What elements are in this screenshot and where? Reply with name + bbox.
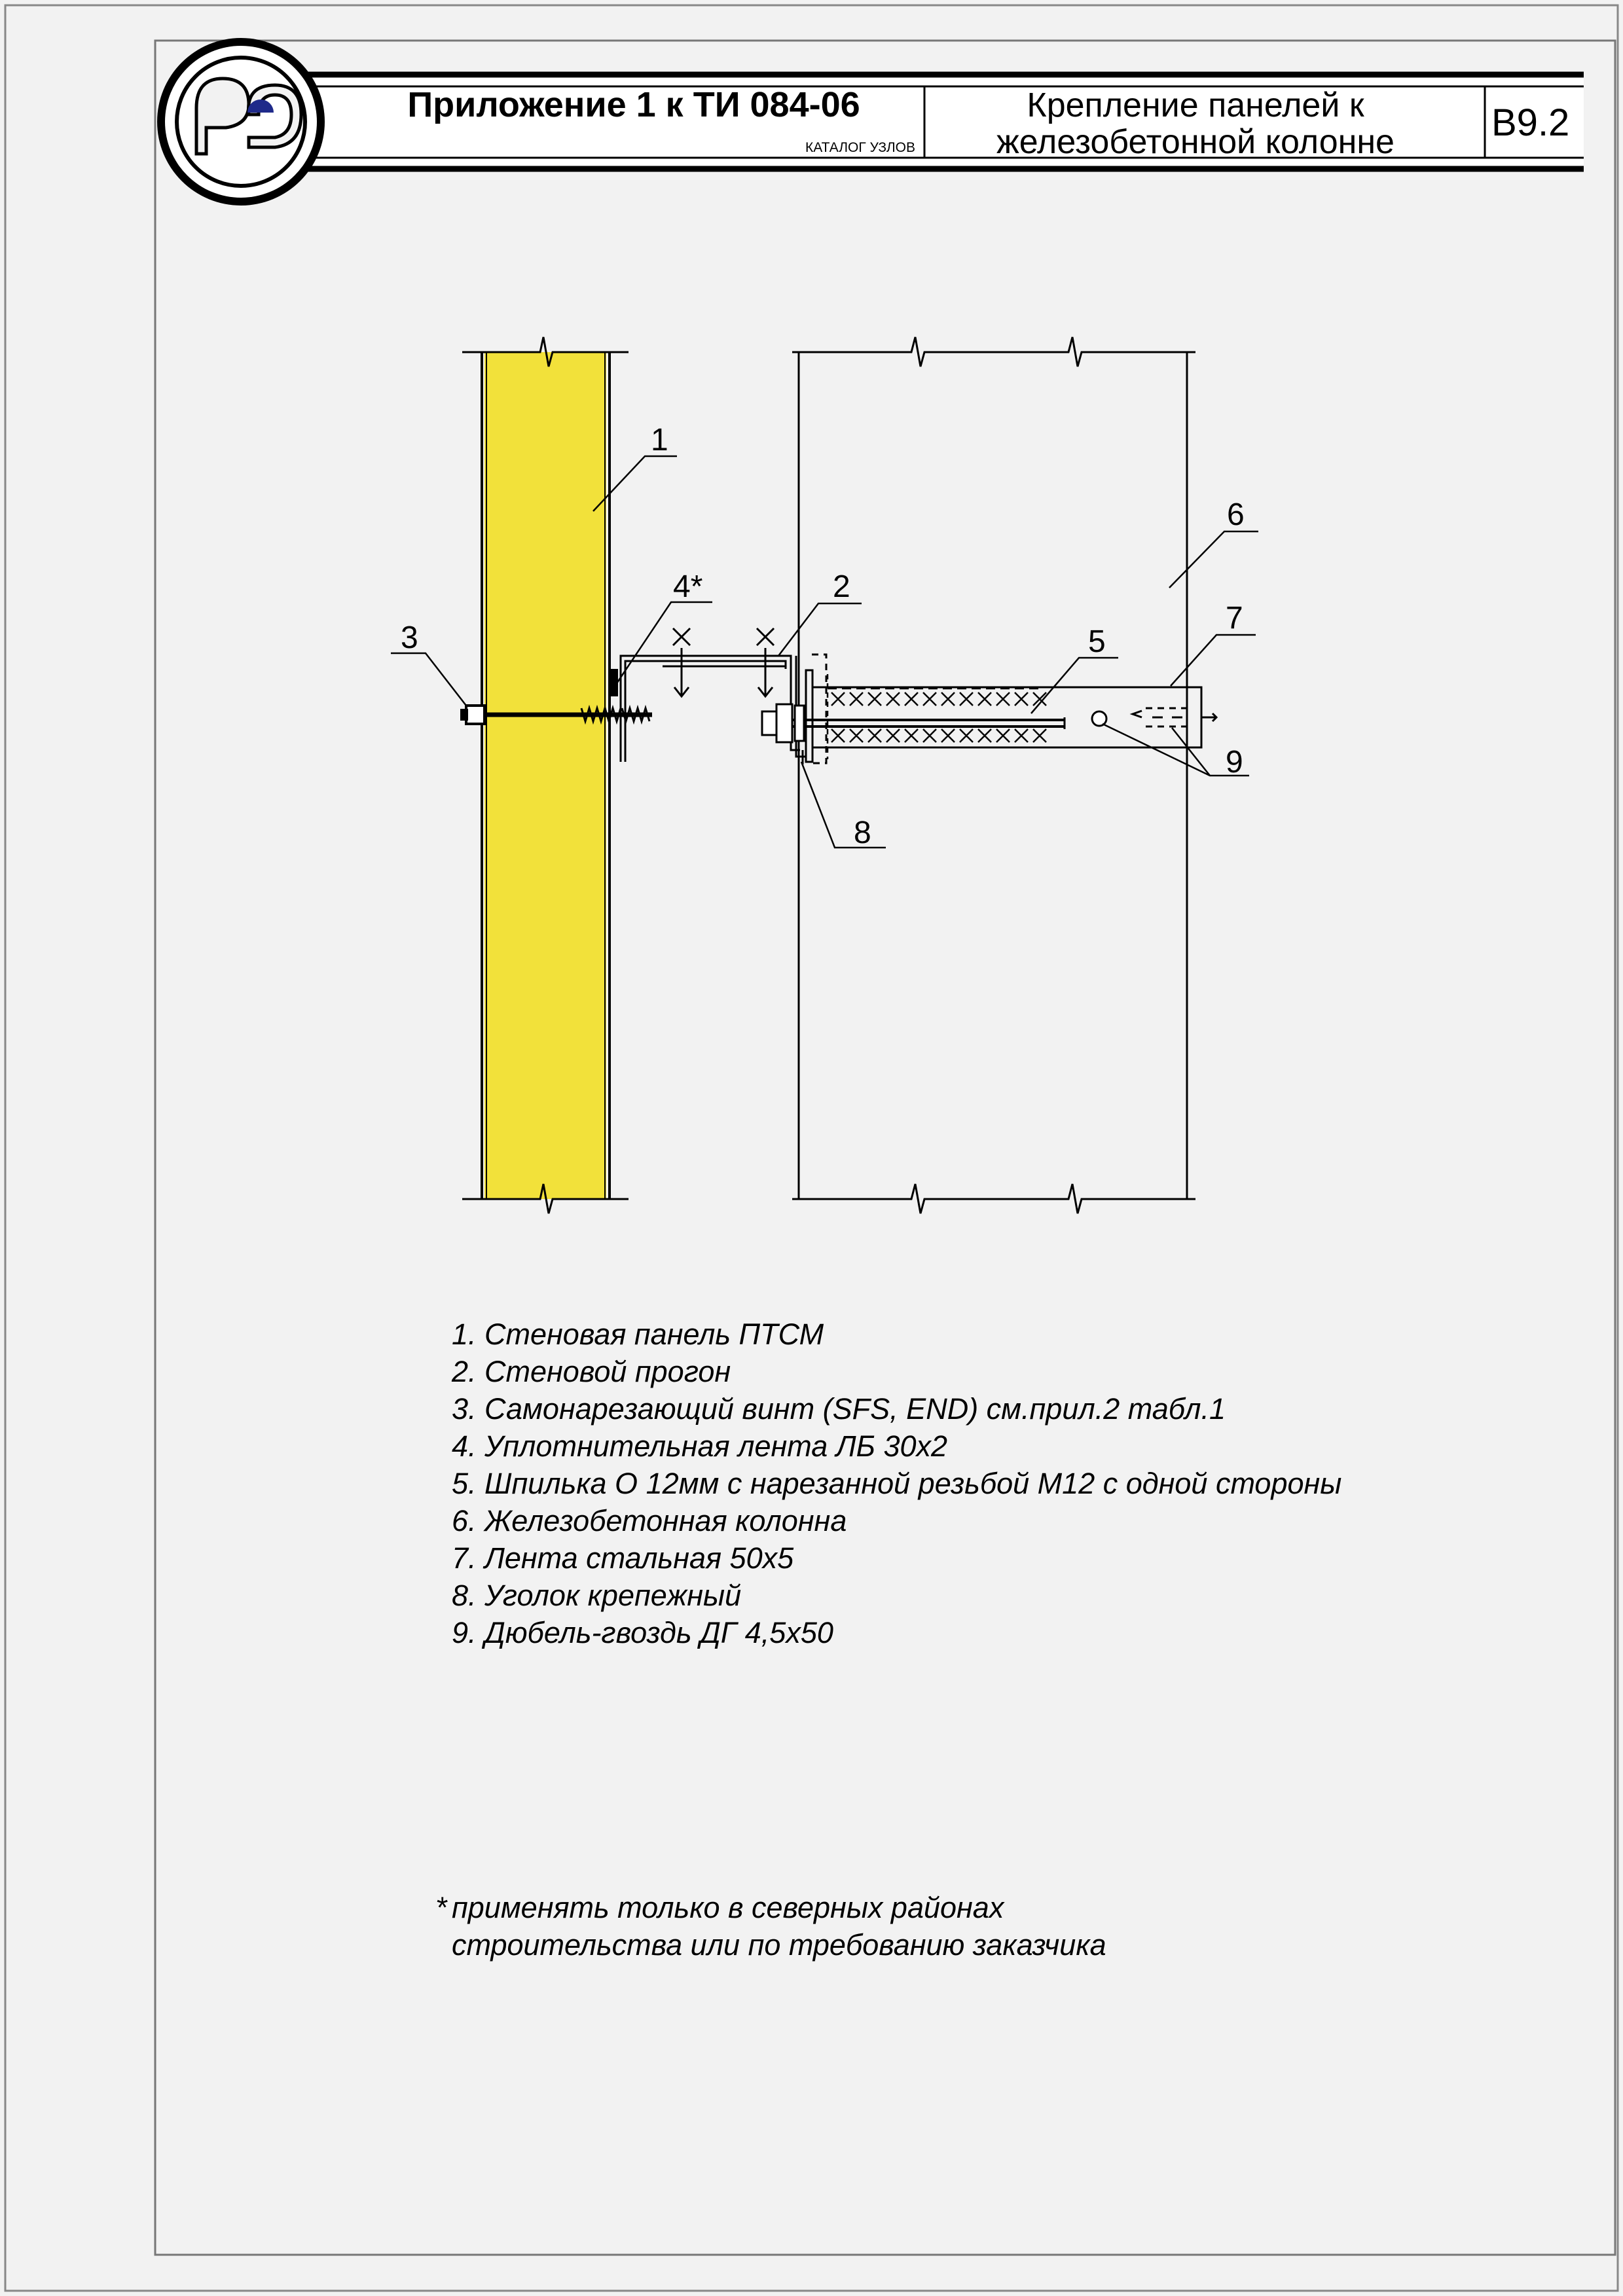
legend-item: 6. Железобетонная колонна	[452, 1504, 847, 1537]
footnote-marker: *	[435, 1891, 447, 1924]
callout-5: 5	[1088, 624, 1106, 659]
fastening-markers	[673, 628, 774, 696]
title: Приложение 1 к ТИ 084-06	[407, 85, 860, 124]
company-logo	[157, 38, 325, 206]
legend-item: 3. Самонарезающий винт (SFS, END) см.прил.2 табл.1	[452, 1392, 1226, 1426]
legend-item: 2. Стеновой прогон	[452, 1355, 731, 1388]
footnote-line1: применять только в северных районах	[452, 1891, 1004, 1924]
footnote-line2: строительства или по требованию заказчика	[452, 1928, 1106, 1962]
callout-4: 4*	[673, 569, 703, 604]
concrete-column	[792, 337, 1195, 1213]
legend-item: 9. Дюбель-гвоздь ДГ 4,5х50	[452, 1616, 833, 1649]
legend-item: 8. Уголок крепежный	[452, 1579, 742, 1612]
legend-item: 5. Шпилька О 12мм с нарезанной резьбой М12 с одной стороны	[452, 1467, 1342, 1500]
title-block	[157, 38, 1584, 206]
callout-8: 8	[854, 816, 871, 850]
break-line-bottom	[792, 1184, 1195, 1213]
callout-6: 6	[1227, 497, 1245, 532]
callout-1: 1	[651, 423, 668, 457]
parts-legend	[452, 1316, 1499, 1651]
callout-3: 3	[401, 620, 418, 655]
callout-7: 7	[1226, 601, 1243, 636]
callout-2: 2	[833, 569, 850, 604]
legend-item: 1. Стеновая панель ПТСМ	[452, 1318, 824, 1351]
footnote	[435, 1889, 1417, 1964]
drawing-caption-line2: железобетонной колонне	[996, 123, 1395, 161]
subtitle: КАТАЛОГ УЗЛОВ	[805, 140, 915, 155]
wall-panel	[462, 337, 629, 1213]
sheet-code: B9.2	[1491, 101, 1570, 144]
legend-item: 4. Уплотнительная лента ЛБ 30х2	[452, 1429, 948, 1463]
legend-item: 7. Лента стальная 50х5	[452, 1541, 794, 1575]
callout-9: 9	[1226, 745, 1243, 780]
drawing-caption-line1: Крепление панелей к	[1027, 86, 1364, 124]
break-line-top	[792, 337, 1195, 367]
